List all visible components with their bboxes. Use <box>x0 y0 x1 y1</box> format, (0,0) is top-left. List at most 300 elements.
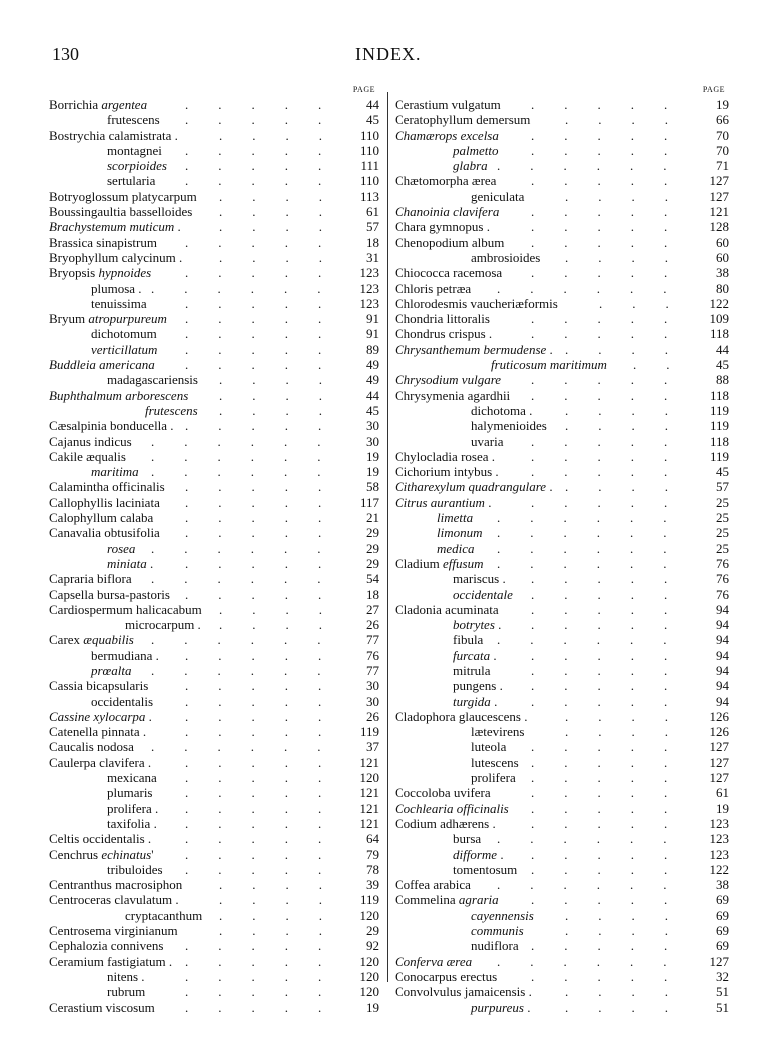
entry-term-part: scorpioides <box>107 158 167 174</box>
entry-term <box>395 204 499 219</box>
entry-term <box>395 235 504 250</box>
entry-term-part: verticillatum <box>91 341 158 357</box>
entry-page: 51 <box>716 999 729 1015</box>
entry-page: 61 <box>716 785 729 801</box>
entry-page: 49 <box>366 372 379 388</box>
index-entry <box>49 678 379 693</box>
entry-term-part: . <box>490 693 498 709</box>
entry-page: 39 <box>366 877 379 893</box>
entry-page: 30 <box>366 678 379 694</box>
leader-dots: ..... <box>531 800 698 816</box>
leader-dots: ..... <box>185 341 352 357</box>
entry-term-part: Chætomorpha ærea <box>395 173 497 189</box>
leader-dots: ..... <box>531 127 698 143</box>
entry-page: 66 <box>716 112 729 128</box>
entry-term-part: agraria <box>458 892 499 908</box>
index-entry <box>395 97 729 112</box>
entry-page: 57 <box>716 479 729 495</box>
index-entry <box>395 694 729 709</box>
entry-term-part: Cassia bicapsularis <box>49 678 149 694</box>
entry-page: 88 <box>716 372 729 388</box>
entry-term-part: Buddleia americana <box>49 357 155 373</box>
entry-term-part: tenuissima <box>91 295 147 311</box>
index-entry <box>49 755 379 770</box>
entry-page: 49 <box>366 357 379 373</box>
index-entry <box>395 204 729 219</box>
entry-page: 30 <box>366 693 379 709</box>
entry-term <box>49 510 153 525</box>
leader-dots: ..... <box>185 938 352 954</box>
index-entry <box>395 510 729 525</box>
index-entry <box>395 678 729 693</box>
entry-term-part: . <box>484 494 492 510</box>
page-title: INDEX. <box>355 44 422 64</box>
entry-term-part: lutescens <box>471 754 519 770</box>
leader-dots: ..... <box>531 892 698 908</box>
leader-dots: ..... <box>185 984 352 1000</box>
index-entry <box>395 587 729 602</box>
leader-dots: ..... <box>531 204 698 220</box>
entry-term <box>453 862 517 877</box>
index-entry <box>395 525 729 540</box>
entry-term <box>471 739 506 754</box>
entry-page: 76 <box>716 586 729 602</box>
entry-term-part: maritima <box>91 464 139 480</box>
entry-term <box>49 923 178 938</box>
entry-term-part: Chrysodium vulgare <box>395 372 502 388</box>
entry-page: 70 <box>716 142 729 158</box>
entry-page: 25 <box>716 540 729 556</box>
leader-dots: ..... <box>185 555 352 571</box>
entry-term-part: prœalta <box>91 662 132 678</box>
entry-page: 44 <box>366 97 379 112</box>
leader-dots: ...... <box>151 632 351 648</box>
entry-page: 76 <box>366 647 379 663</box>
entry-term <box>395 495 491 510</box>
leader-dots: ...... <box>151 571 351 587</box>
index-entry <box>395 143 729 158</box>
entry-term <box>49 97 147 112</box>
index-entry <box>49 112 379 127</box>
leader-dots: .... <box>219 219 352 235</box>
entry-term-part: Bostrychia calamistrata . <box>49 127 178 143</box>
leader-dots: .... <box>219 402 352 418</box>
entry-term <box>453 632 483 647</box>
leader-dots: ..... <box>185 173 352 189</box>
entry-term <box>49 525 160 540</box>
entry-term <box>453 678 503 693</box>
leader-dots: ...... <box>151 433 351 449</box>
entry-term-part: Cladium <box>395 555 444 571</box>
index-entry <box>395 112 729 127</box>
entry-page: 31 <box>366 249 379 265</box>
entry-term-part: Chara gymnopus . <box>395 219 490 235</box>
leader-dots: ..... <box>185 815 352 831</box>
leader-dots: ... <box>599 295 699 311</box>
index-entry <box>395 816 729 831</box>
entry-term-part: Buphthalmum arborescens <box>49 387 189 403</box>
entry-term <box>453 617 501 632</box>
leader-dots: .... <box>219 127 352 143</box>
entry-term <box>395 801 509 816</box>
index-column-left <box>49 82 379 1015</box>
leader-dots: ..... <box>531 617 698 633</box>
entry-term <box>107 770 157 785</box>
entry-term-part: botrytes <box>453 617 495 633</box>
entry-page: 119 <box>359 892 379 908</box>
index-entry <box>49 632 379 647</box>
entry-term <box>49 602 202 617</box>
entry-term-part: rosea <box>107 540 136 556</box>
entry-term <box>395 296 558 311</box>
entry-page: 89 <box>366 341 379 357</box>
leader-dots: ...... <box>497 540 697 556</box>
entry-term-part: hypnoides <box>98 265 152 281</box>
entry-term-part: cayennensis <box>471 907 534 923</box>
index-entry <box>49 250 379 265</box>
entry-page: 45 <box>716 357 729 373</box>
leader-dots: ..... <box>185 142 352 158</box>
leader-dots: ..... <box>185 494 352 510</box>
leader-dots: ..... <box>531 586 698 602</box>
entry-term-part: Calamintha officinalis <box>49 479 165 495</box>
entry-term <box>395 128 499 143</box>
index-entry <box>395 281 729 296</box>
index-entry <box>49 479 379 494</box>
entry-term-part: mexicana <box>107 770 157 786</box>
entry-term-part: Caulerpa clavifera . <box>49 754 152 770</box>
index-entry <box>49 158 379 173</box>
entry-term-part: Citrus aurantium <box>395 494 485 510</box>
leader-dots: ...... <box>497 555 697 571</box>
leader-dots: ..... <box>531 571 698 587</box>
entry-term <box>49 204 192 219</box>
entry-term-part: Codium adhærens . <box>395 815 496 831</box>
entry-term <box>437 525 483 540</box>
entry-page: 113 <box>359 188 379 204</box>
index-entry <box>49 265 379 280</box>
entry-page: 120 <box>359 984 379 1000</box>
entry-page: 123 <box>709 815 729 831</box>
index-entry <box>395 372 729 387</box>
entry-page: 45 <box>716 464 729 480</box>
index-rows-right <box>395 97 729 1015</box>
entry-term-part: . <box>490 647 497 663</box>
entry-page: 76 <box>716 571 729 587</box>
entry-page: 94 <box>716 693 729 709</box>
entry-term-part: Brassica sinapistrum <box>49 234 157 250</box>
entry-page: 119 <box>359 724 379 740</box>
entry-term <box>395 219 490 234</box>
leader-dots: ..... <box>531 739 698 755</box>
index-entry <box>49 235 379 250</box>
index-entry <box>395 173 729 188</box>
entry-term <box>453 648 497 663</box>
entry-page: 92 <box>366 938 379 954</box>
entry-term-part: nudiflora <box>471 938 519 954</box>
entry-term <box>49 479 165 494</box>
entry-term <box>453 587 513 602</box>
leader-dots: .... <box>565 708 698 724</box>
entry-term <box>453 831 481 846</box>
leader-dots: ..... <box>185 724 352 740</box>
entry-term-part: atropurpureum <box>88 311 167 327</box>
entry-term-part: glabra <box>453 158 488 174</box>
entry-page: 19 <box>716 97 729 112</box>
entry-term <box>453 143 499 158</box>
entry-page: 19 <box>716 800 729 816</box>
entry-page: 19 <box>366 999 379 1015</box>
entry-term <box>395 785 491 800</box>
index-entry <box>49 571 379 586</box>
entry-term <box>49 571 132 586</box>
index-entry <box>395 739 729 754</box>
entry-page: 25 <box>716 525 729 541</box>
leader-dots: .... <box>219 877 352 893</box>
entry-page: 30 <box>366 433 379 449</box>
index-entry <box>49 204 379 219</box>
page-column-header: PAGE <box>352 85 375 94</box>
entry-term-part: palmetto <box>453 142 499 158</box>
entry-term-part: frutescens <box>145 402 198 418</box>
entry-page: 57 <box>366 219 379 235</box>
index-entry <box>395 954 729 969</box>
leader-dots: ..... <box>531 693 698 709</box>
index-entry <box>395 326 729 341</box>
entry-term <box>49 755 151 770</box>
index-entry <box>395 342 729 357</box>
entry-term-part: mitrula <box>453 662 491 678</box>
entry-term-part: montagnei <box>107 142 162 158</box>
index-entry <box>49 709 379 724</box>
leader-dots: ..... <box>185 678 352 694</box>
entry-term-part: Conocarpus erectus <box>395 968 498 984</box>
entry-term <box>471 938 519 953</box>
index-entry <box>49 862 379 877</box>
leader-dots: .... <box>219 387 352 403</box>
index-entry <box>395 219 729 234</box>
index-entry <box>395 495 729 510</box>
entry-term-part: microcarpum . <box>125 617 201 633</box>
index-entry <box>395 250 729 265</box>
entry-term-part: taxifolia . <box>107 815 157 831</box>
entry-term-part: . <box>174 219 181 235</box>
index-entry <box>395 648 729 663</box>
index-entry <box>49 173 379 188</box>
leader-dots: ...... <box>497 877 697 893</box>
index-entry <box>395 403 729 418</box>
leader-dots: .... <box>565 112 698 128</box>
entry-term <box>49 128 178 143</box>
entry-term-part: Cenchrus <box>49 846 102 862</box>
entry-term-part: Calophyllum calaba <box>49 510 154 526</box>
leader-dots: ...... <box>151 739 351 755</box>
index-entry <box>49 770 379 785</box>
index-entry <box>49 938 379 953</box>
index-entry <box>49 602 379 617</box>
entry-term <box>453 847 504 862</box>
entry-page: 111 <box>360 158 379 174</box>
entry-term <box>49 219 181 234</box>
entry-term-part: Coccoloba uvifera <box>395 785 491 801</box>
entry-term-part: plumaris <box>107 785 153 801</box>
entry-term-part: mariscus . <box>453 571 506 587</box>
leader-dots: ...... <box>151 280 351 296</box>
leader-dots: ...... <box>497 953 697 969</box>
index-entry <box>49 326 379 341</box>
index-entry <box>395 556 729 571</box>
entry-page: 58 <box>366 479 379 495</box>
entry-page: 122 <box>709 295 729 311</box>
index-entry <box>395 908 729 923</box>
index-entry <box>395 938 729 953</box>
index-entry <box>395 311 729 326</box>
index-entry <box>49 418 379 433</box>
index-entry <box>49 342 379 357</box>
entry-page: 69 <box>716 892 729 908</box>
entry-page: 27 <box>366 601 379 617</box>
leader-dots: ..... <box>185 953 352 969</box>
entry-term-part: Chamærops excelsa <box>395 127 499 143</box>
index-entry <box>49 694 379 709</box>
entry-page: 94 <box>716 678 729 694</box>
index-entry <box>49 495 379 510</box>
entry-term-part: Cichorium intybus . <box>395 464 499 480</box>
entry-term-part: bermudiana . <box>91 647 159 663</box>
entry-term-part: Ceramium fastigiatum . <box>49 953 173 969</box>
entry-term-part: Bryopsis <box>49 265 99 281</box>
leader-dots: ..... <box>531 219 698 235</box>
leader-dots: ..... <box>185 785 352 801</box>
entry-page: 71 <box>716 158 729 174</box>
index-entry <box>395 388 729 403</box>
entry-term <box>453 571 506 586</box>
entry-term <box>395 892 499 907</box>
entry-page: 77 <box>366 662 379 678</box>
entry-term-part: Cephalozia connivens <box>49 938 164 954</box>
entry-term-part: prolifera <box>471 770 516 786</box>
index-entry <box>395 158 729 173</box>
entry-page: 21 <box>366 510 379 526</box>
entry-page: 126 <box>709 724 729 740</box>
leader-dots: ...... <box>151 448 351 464</box>
entry-term <box>395 97 501 112</box>
entry-page: 38 <box>716 877 729 893</box>
entry-term-part: lætevirens <box>471 724 525 740</box>
leader-dots: ..... <box>531 968 698 984</box>
entry-term <box>395 112 530 127</box>
entry-page: 29 <box>366 525 379 541</box>
entry-term-part: prolifera . <box>107 800 159 816</box>
leader-dots: ..... <box>185 97 352 112</box>
entry-term <box>49 709 152 724</box>
leader-dots: ..... <box>531 387 698 403</box>
entry-term-part: Cardiospermum halicacabum <box>49 601 202 617</box>
entry-term <box>49 724 146 739</box>
entry-term <box>49 831 151 846</box>
entry-term <box>91 464 139 479</box>
index-entry <box>49 877 379 892</box>
index-entry <box>49 510 379 525</box>
entry-term <box>107 372 198 387</box>
entry-term-part: ' <box>151 846 154 862</box>
entry-term-part: communis <box>471 923 524 939</box>
leader-dots: .... <box>565 418 698 434</box>
entry-term-part: Cajanus indicus <box>49 433 132 449</box>
leader-dots: .... <box>219 907 352 923</box>
entry-page: 109 <box>709 311 729 327</box>
entry-term <box>91 648 159 663</box>
index-entry <box>49 189 379 204</box>
entry-term-part: . <box>146 555 154 571</box>
leader-dots: .... <box>219 892 352 908</box>
entry-page: 29 <box>366 923 379 939</box>
entry-term <box>49 847 154 862</box>
leader-dots: ..... <box>531 754 698 770</box>
entry-term-part: Botryoglossum platycarpum <box>49 188 197 204</box>
index-entry <box>395 862 729 877</box>
entry-term-part: Chylocladia rosea . <box>395 448 495 464</box>
entry-term-part: geniculata <box>471 188 525 204</box>
entry-term-part: bursa <box>453 831 482 847</box>
entry-page: 69 <box>716 923 729 939</box>
leader-dots: .... <box>565 249 698 265</box>
entry-term <box>107 862 163 877</box>
index-entry <box>49 648 379 663</box>
entry-term-part: Chanoinia clavifera <box>395 204 500 220</box>
index-entry <box>49 984 379 999</box>
index-entry <box>49 831 379 846</box>
index-entry <box>49 617 379 632</box>
entry-page: 38 <box>716 265 729 281</box>
leader-dots: .... <box>565 341 698 357</box>
entry-term <box>107 816 157 831</box>
index-entry <box>395 724 729 739</box>
entry-page: 29 <box>366 555 379 571</box>
entry-term <box>49 235 157 250</box>
entry-term <box>395 173 496 188</box>
index-entry <box>49 403 379 418</box>
entry-term-part: . <box>546 479 553 495</box>
index-entry <box>395 602 729 617</box>
entry-term-part: Cladophora glaucescens . <box>395 708 528 724</box>
index-entry <box>395 770 729 785</box>
index-entry <box>49 281 379 296</box>
entry-term-part: dichotomum <box>91 326 157 342</box>
entry-page: 94 <box>716 647 729 663</box>
leader-dots: ..... <box>531 678 698 694</box>
leader-dots: ..... <box>185 846 352 862</box>
leader-dots: ..... <box>531 173 698 189</box>
leader-dots: ..... <box>531 372 698 388</box>
entry-term-part: Capsella bursa-pastoris <box>49 586 170 602</box>
leader-dots: ..... <box>185 861 352 877</box>
entry-term <box>49 418 174 433</box>
entry-term <box>91 694 153 709</box>
entry-term <box>49 250 182 265</box>
index-entry <box>395 265 729 280</box>
entry-page: 64 <box>366 831 379 847</box>
leader-dots: ..... <box>531 464 698 480</box>
entry-term <box>395 877 471 892</box>
leader-dots: .... <box>219 204 352 220</box>
index-entry <box>49 892 379 907</box>
entry-term <box>125 617 201 632</box>
entry-term <box>49 449 126 464</box>
entry-term <box>395 388 510 403</box>
entry-term <box>471 418 547 433</box>
entry-page: 61 <box>366 204 379 220</box>
